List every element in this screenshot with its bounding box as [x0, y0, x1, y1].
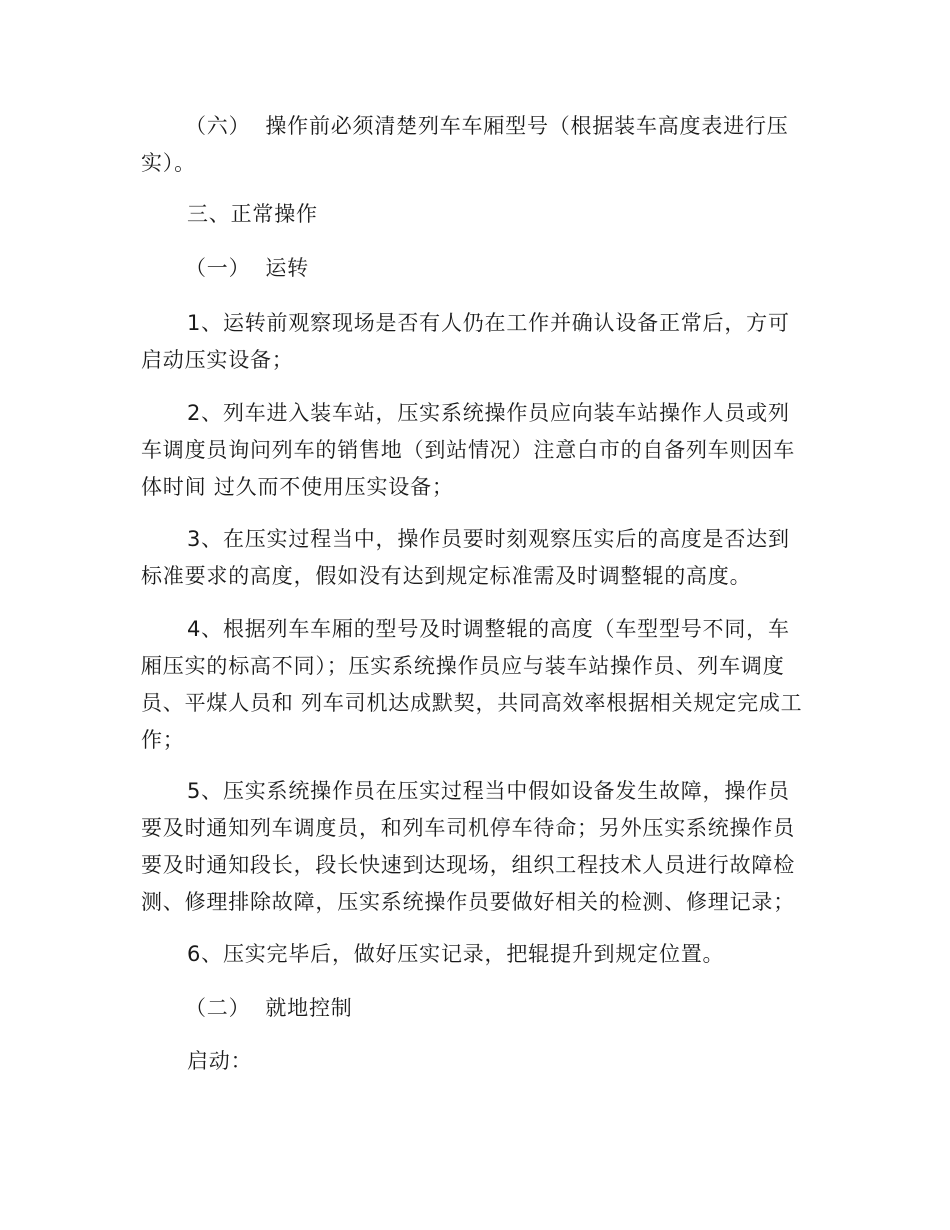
paragraph-item-6: （六） 操作前必须清楚列车车厢型号（根据装车高度表进行压实）。: [141, 114, 789, 175]
paragraph-step-3: 3、在压实过程当中，操作员要时刻观察压实后的高度是否达到标准要求的高度，假如没有达到规定标准需及时调整辊的高度。: [141, 527, 790, 588]
paragraph-start-label: 启动：: [187, 1049, 253, 1073]
subsection-heading-operation: （一） 运转: [185, 256, 309, 280]
paragraph-step-6: 6、压实完毕后，做好压实记录，把辊提升到规定位置。: [187, 942, 725, 966]
subsection-heading-local-control: （二） 就地控制: [185, 996, 353, 1020]
paragraph-step-4: 4、根据列车车厢的型号及时调整辊的高度（车型型号不同，车厢压实的标高不同）；压实系统操作员应与装车站操作员、列车调度员、平煤人员和 列车司机达成默契，共同高效率根据相关规定完成工作；: [141, 617, 803, 752]
paragraph-step-2: 2、列车进入装车站，压实系统操作员应向装车站操作人员或列车调度员询问列车的销售地（到站情况）注意白市的自备列车则因车体时间 过久而不使用压实设备；: [141, 401, 795, 499]
paragraph-step-5: 5、压实系统操作员在压实过程当中假如设备发生故障，操作员要及时通知列车调度员，和列车司机停车待命；另外压实系统操作员要及时通知段长，段长快速到达现场，组织工程技术人员进行故障检测、修理排除故障，压实系统操作员要做好相关的检测、修理记录；: [141, 779, 795, 914]
section-heading-normal-operation: 三、正常操作: [187, 202, 318, 226]
paragraph-step-1: 1、运转前观察现场是否有人仍在工作并确认设备正常后，方可启动压实设备；: [141, 311, 790, 372]
